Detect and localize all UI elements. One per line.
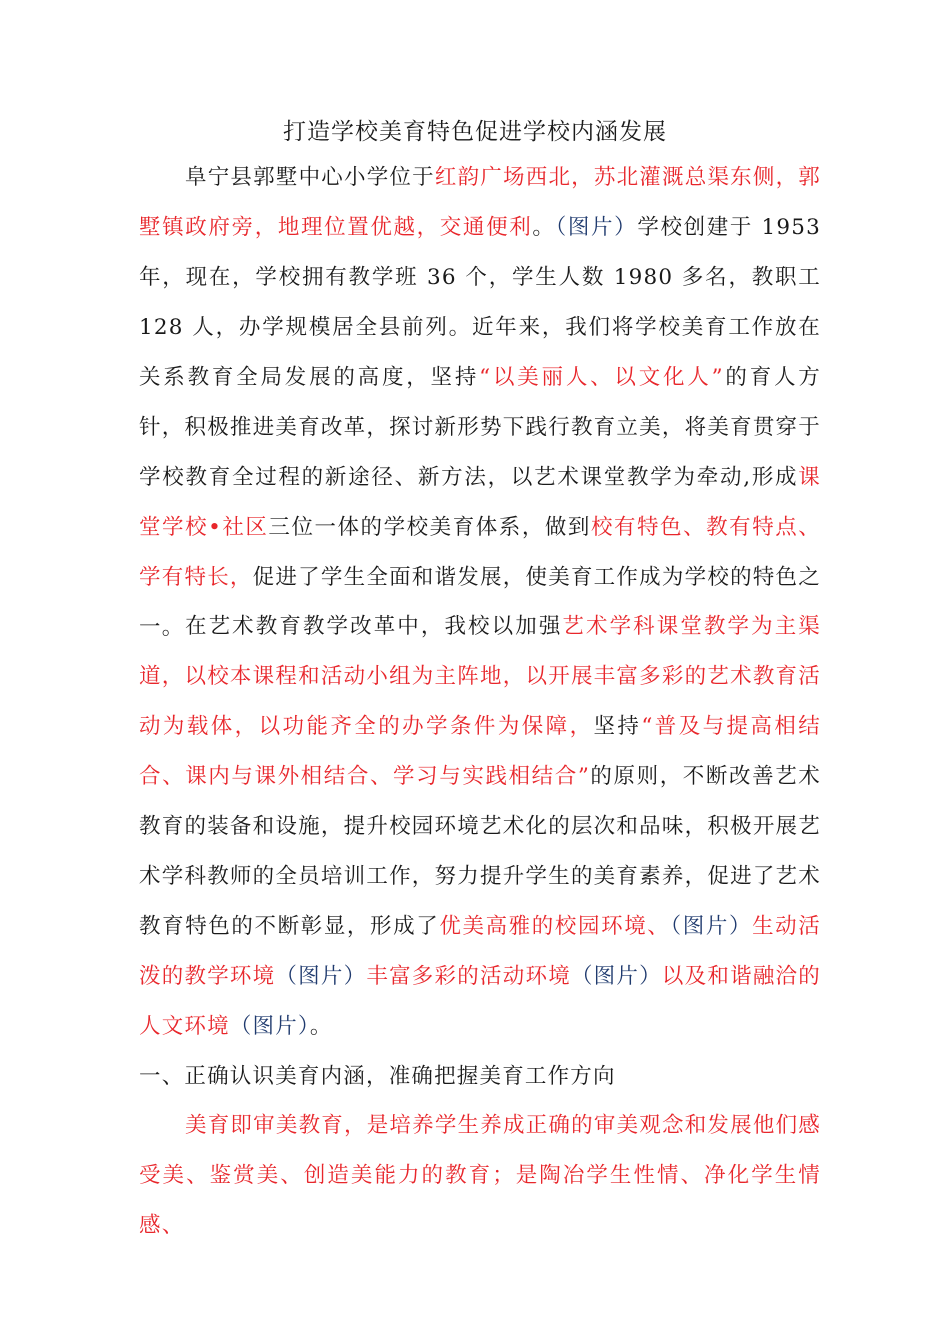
image-marker: （图片） [570,964,662,989]
highlight-text: 艺术学科课堂教学为主渠道，以校本课程和活动小组为主阵地，以开展丰富多彩的艺术教育活动为载体，以功能齐全的办学条件为保障， [139,614,822,739]
text-run: 三位一体的学校美育体系，做到 [268,515,591,540]
highlight-text: 丰富多彩的活动环境 [366,964,571,989]
highlight-text: 课堂学校•社区 [139,465,821,540]
text-run: 在艺术教育教学改革中，我校以加强 [185,614,563,639]
image-marker: （图片） [275,964,367,989]
highlight-text: 生动活泼的教学环境 [139,914,821,989]
text-run: 。 [309,1014,333,1039]
text-run: 的育人方针，积极推进美育改革，探讨新形势下践行教育立美，将美育贯穿于学校教育全过程的新途径、新方法，以艺术课堂教学为牵动,形成 [139,365,821,490]
highlight-text: 红韵广场西北，苏北灌溉总渠东侧，郭墅镇政府旁，地理位置优越，交通便利 [139,165,822,240]
document-title: 打造学校美育特色促进学校内涵发展 [283,119,667,145]
highlight-text: “普及与提高相结合、课内与课外相结合、学习与实践相结合” [139,714,821,789]
text-run: 的原则，不断改善艺术教育的装备和设施，提升校园环境艺术化的层次和品味，积极开展艺术学科教师的全员培训工作，努力提升学生的美育素养，促进了艺术教育特色的不断彰显，形成了 [139,764,821,939]
highlight-text: 以及和谐融洽的人文环境 [139,964,821,1039]
highlight-text: 校有特色、教有特点、学有特长， [139,515,821,590]
image-marker: （图片） [670,914,753,939]
paragraph-intro [139,153,821,653]
text-run: 。 [532,215,556,240]
image-marker: （图片） [555,215,638,240]
paragraph-art-education [139,602,821,1052]
highlight-text: 优美高雅的校园环境、 [439,914,671,939]
text-run: 促进了学生全面和谐发展，使美育工作成为学校的特色之一。 [139,565,821,640]
section-heading: 一、正确认识美育内涵，准确把握美育工作方向 [139,1064,616,1089]
text-run: 阜宁县郭墅中心小学位于 [185,165,435,190]
text-run: 学校创建于 1953 年，现在，学校拥有教学班 36 个，学生人数 1980 多名，教职工 128 人，办学规模居全县前列。近年来，我们将学校美育工作放在关系教育全局发展的高度，坚持 [139,215,821,390]
highlight-text: “以美丽人、以文化人” [479,365,724,390]
text-run: 坚持 [593,714,642,739]
image-marker: （图片） [229,1014,310,1039]
highlight-text: 美育即审美教育，是培养学生养成正确的审美观念和发展他们感受美、鉴赏美、创造美能力的教育；是陶冶学生性情、净化学生情感、 [139,1113,821,1238]
paragraph-aesthetic-education [139,1101,821,1251]
